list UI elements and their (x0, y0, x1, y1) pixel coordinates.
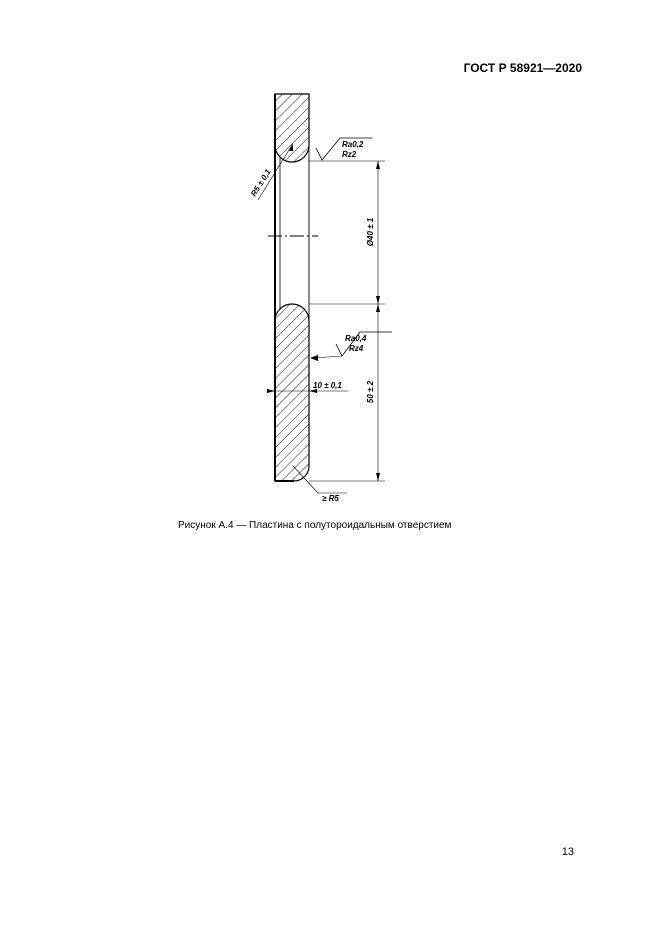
corner-radius-label: ≥ R5 (322, 494, 339, 503)
roughness-mid-ra: Ra0,4 (345, 334, 367, 343)
document-standard-header: ГОСТ Р 58921—2020 (463, 61, 582, 75)
roughness-mid-rz: Rz4 (349, 344, 364, 353)
lower-hatched-section (275, 304, 309, 481)
radius-dimension-label: R5 ± 0,1 (249, 167, 273, 199)
figure-caption: Рисунок А.4 — Пластина с полутороидальным отверстием (178, 520, 452, 531)
height-dimension-label: 50 ± 2 (366, 380, 375, 404)
upper-hatched-section (275, 94, 309, 162)
roughness-mid-arrow (310, 355, 318, 361)
page-number: 13 (561, 846, 574, 858)
thickness-dimension-label: 10 ± 0,1 (313, 381, 342, 390)
arrow-diameter-top (376, 161, 380, 169)
thickness-arrow-left (267, 389, 275, 393)
diameter-dimension-label: Ø40 ± 1 (366, 217, 375, 247)
roughness-top-rz: Rz2 (342, 150, 357, 159)
roughness-top-ra: Ra0,2 (342, 140, 364, 149)
arrow-diameter-bottom (376, 296, 380, 304)
arrow-height-bottom (376, 473, 380, 481)
arrow-height-top (376, 304, 380, 312)
